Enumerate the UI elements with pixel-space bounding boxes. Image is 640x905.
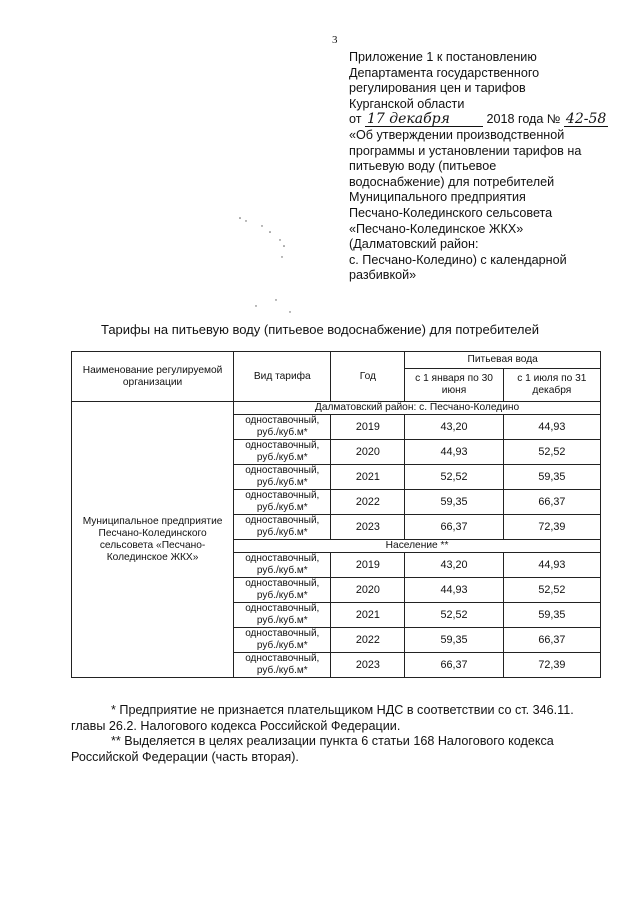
- value-h2-cell: 52,52: [503, 440, 600, 465]
- value-h2-cell: 72,39: [503, 653, 600, 678]
- year-cell: 2020: [331, 440, 405, 465]
- appendix-subject-line: Песчано-Колединского сельсовета: [349, 205, 553, 220]
- tariff-type-cell: одноставочный, руб./куб.м*: [234, 603, 331, 628]
- appendix-subject-line: питьевую воду (питьевое: [349, 159, 497, 174]
- value-h2-cell: 72,39: [503, 515, 600, 540]
- tariff-table: [71, 351, 601, 678]
- tariff-type-cell: одноставочный, руб./куб.м*: [234, 628, 331, 653]
- value-h2-cell: 52,52: [503, 578, 600, 603]
- year-cell: 2021: [331, 603, 405, 628]
- appendix-subject-line: с. Песчано-Коледино) с календарной: [349, 252, 567, 267]
- footnote-1-line: * Предприятие не признается плательщиком НДС в соответствии со ст. 346.11.: [111, 703, 574, 717]
- date-suffix: 2018 года №: [486, 112, 561, 127]
- appendix-subject-line: программы и установлении тарифов на: [349, 143, 582, 158]
- value-h2-cell: 66,37: [503, 628, 600, 653]
- appendix-block: [349, 50, 611, 284]
- value-h1-cell: 59,35: [405, 628, 503, 653]
- value-h1-cell: 66,37: [405, 653, 503, 678]
- tariff-type-cell: одноставочный, руб./куб.м*: [234, 553, 331, 578]
- organization-cell: Муниципальное предприятие Песчано-Колединского сельсовета «Песчано-Колединское ЖКХ»: [72, 402, 234, 678]
- header-year: Год: [331, 352, 405, 402]
- section-title: Население **: [234, 540, 601, 553]
- value-h1-cell: 59,35: [405, 490, 503, 515]
- appendix-line: регулирования цен и тарифов: [349, 81, 526, 96]
- tariff-type-cell: одноставочный, руб./куб.м*: [234, 490, 331, 515]
- document-title: Тарифы на питьевую воду (питьевое водоснабжение) для потребителей: [100, 322, 540, 337]
- year-cell: 2019: [331, 415, 405, 440]
- handwritten-date: 17 декабря: [365, 113, 483, 127]
- appendix-date-line: [349, 112, 611, 128]
- value-h1-cell: 66,37: [405, 515, 503, 540]
- appendix-subject-line: разбивкой»: [349, 268, 417, 283]
- header-organization: Наименование регулируемой организации: [72, 352, 234, 402]
- value-h1-cell: 44,93: [405, 578, 503, 603]
- section-row: [72, 402, 601, 415]
- appendix-subject-line: «Об утверждении производственной: [349, 127, 565, 142]
- tariff-type-cell: одноставочный, руб./куб.м*: [234, 653, 331, 678]
- tariff-type-cell: одноставочный, руб./куб.м*: [234, 578, 331, 603]
- handwritten-number: 42-58: [565, 111, 607, 128]
- footnote-2-line: ** Выделяется в целях реализации пункта 6 статьи 168 Налогового кодекса: [111, 734, 554, 748]
- value-h2-cell: 44,93: [503, 415, 600, 440]
- year-cell: 2019: [331, 553, 405, 578]
- tariff-type-cell: одноставочный, руб./куб.м*: [234, 415, 331, 440]
- value-h1-cell: 43,20: [405, 553, 503, 578]
- footnotes: [71, 703, 601, 765]
- table-header-row: [72, 352, 601, 369]
- header-period-1: с 1 января по 30 июня: [405, 369, 503, 402]
- year-cell: 2022: [331, 628, 405, 653]
- appendix-subject-line: «Песчано-Колединское ЖКХ»: [349, 221, 524, 236]
- tariff-type-cell: одноставочный, руб./куб.м*: [234, 440, 331, 465]
- page-number: 3: [332, 34, 338, 46]
- date-prefix: от: [349, 112, 362, 127]
- value-h2-cell: 59,35: [503, 603, 600, 628]
- value-h2-cell: 44,93: [503, 553, 600, 578]
- header-drinking-water: Питьевая вода: [405, 352, 601, 369]
- tariff-type-cell: одноставочный, руб./куб.м*: [234, 515, 331, 540]
- value-h2-cell: 66,37: [503, 490, 600, 515]
- year-cell: 2023: [331, 515, 405, 540]
- header-period-2: с 1 июля по 31 декабря: [503, 369, 600, 402]
- value-h1-cell: 43,20: [405, 415, 503, 440]
- value-h2-cell: 59,35: [503, 465, 600, 490]
- tariff-type-cell: одноставочный, руб./куб.м*: [234, 465, 331, 490]
- section-title: Далматовский район: с. Песчано-Коледино: [234, 402, 601, 415]
- appendix-subject-line: водоснабжение) для потребителей: [349, 174, 555, 189]
- appendix-line: Департамента государственного: [349, 65, 540, 80]
- year-cell: 2020: [331, 578, 405, 603]
- appendix-subject-line: Муниципального предприятия: [349, 190, 526, 205]
- footnote-1-continuation: главы 26.2. Налогового кодекса Российской Федерации.: [71, 718, 401, 733]
- value-h1-cell: 52,52: [405, 603, 503, 628]
- appendix-subject-line: (Далматовский район:: [349, 237, 479, 252]
- year-cell: 2022: [331, 490, 405, 515]
- appendix-line: Приложение 1 к постановлению: [349, 50, 537, 64]
- footnote-2-continuation: Российской Федерации (часть вторая).: [71, 749, 299, 764]
- value-h1-cell: 44,93: [405, 440, 503, 465]
- value-h1-cell: 52,52: [405, 465, 503, 490]
- appendix-line: Курганской области: [349, 96, 465, 111]
- year-cell: 2023: [331, 653, 405, 678]
- header-tariff-type: Вид тарифа: [234, 352, 331, 402]
- year-cell: 2021: [331, 465, 405, 490]
